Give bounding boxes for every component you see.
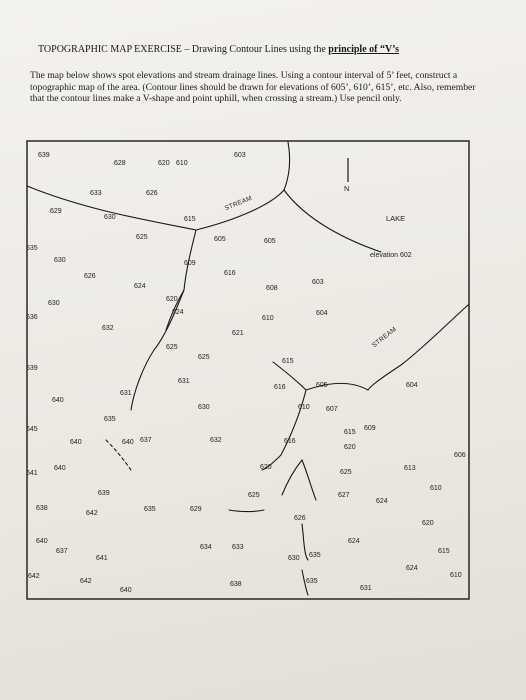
elev-label: 641 (26, 470, 38, 477)
elev-label: 636 (26, 314, 38, 321)
elev-label: 620 (422, 520, 434, 527)
elev-label: 625 (248, 492, 260, 499)
elev-label: 633 (90, 190, 102, 197)
elev-label: 621 (232, 330, 244, 337)
elev-label: 631 (360, 585, 372, 592)
elev-label: 624 (406, 565, 418, 572)
elev-label: 640 (36, 538, 48, 545)
map-drawing (26, 140, 470, 600)
elev-label: 610 (450, 572, 462, 579)
elev-label: 610 (262, 315, 274, 322)
map-border (27, 141, 469, 599)
stream-upper (27, 186, 381, 252)
elev-label: 640 (52, 397, 64, 404)
elev-label: 642 (28, 573, 40, 580)
elev-label: 616 (274, 384, 286, 391)
elev-label: 635 (144, 506, 156, 513)
elev-label: 633 (232, 544, 244, 551)
elev-label: 642 (86, 510, 98, 517)
elev-label: 639 (38, 152, 50, 159)
elev-label: 616 (284, 438, 296, 445)
elev-label: 624 (172, 309, 184, 316)
elev-label: 610 (430, 485, 442, 492)
elev-label: 629 (190, 506, 202, 513)
elev-label: 637 (140, 437, 152, 444)
title-prefix: TOPOGRAPHIC MAP EXERCISE – Drawing Contour Lines using the (38, 44, 329, 55)
elev-label: 610 (298, 404, 310, 411)
elev-label: 637 (56, 548, 68, 555)
elev-label: 640 (120, 587, 132, 594)
elev-label: 629 (50, 208, 62, 215)
elev-label: 631 (178, 378, 190, 385)
elev-label: 625 (198, 354, 210, 361)
elev-label: 638 (230, 581, 242, 588)
elev-label: 605 (316, 382, 328, 389)
elev-label: 625 (136, 234, 148, 241)
elev-label: 603 (312, 279, 324, 286)
elev-label: 635 (104, 416, 116, 423)
elev-label: 630 (104, 214, 116, 221)
topographic-map (26, 140, 470, 600)
stream-south (262, 390, 306, 470)
elev-label: 645 (26, 426, 38, 433)
stream-lines (27, 142, 468, 595)
elev-label: 638 (36, 505, 48, 512)
elev-label: 635 (26, 245, 38, 252)
stream-label-upper: STREAM (223, 194, 254, 213)
elev-label: 615 (282, 358, 294, 365)
elev-label: 624 (348, 538, 360, 545)
elev-label: 624 (376, 498, 388, 505)
elev-label: 615 (438, 548, 450, 555)
elev-label: 616 (224, 270, 236, 277)
elev-label: 635 (306, 578, 318, 585)
elev-label: 626 (84, 273, 96, 280)
elev-label: 605 (264, 238, 276, 245)
elev-label: 640 (54, 465, 66, 472)
elev-label: 632 (210, 437, 222, 444)
stream-bottom (302, 524, 308, 560)
elev-label: 624 (134, 283, 146, 290)
elev-label: 620 (158, 160, 170, 167)
elev-label: 625 (166, 344, 178, 351)
elev-label: 634 (200, 544, 212, 551)
lake-elevation-label: elevation 602 (370, 252, 412, 259)
north-label: N (344, 184, 350, 193)
elev-label: 630 (48, 300, 60, 307)
elev-label: 613 (404, 465, 416, 472)
elev-label: 609 (184, 260, 196, 267)
elev-label: 639 (98, 490, 110, 497)
elev-label: 603 (234, 152, 246, 159)
elev-label: 627 (338, 492, 350, 499)
elev-label: 630 (288, 555, 300, 562)
elev-label: 639 (26, 365, 38, 372)
stream-label-right: STREAM (370, 325, 398, 350)
stream-right (368, 305, 468, 390)
elev-label: 608 (266, 285, 278, 292)
instructions-paragraph: The map below shows spot elevations and stream drainage lines. Using a contour interval of 5’ feet, construct a topographic map of the area. (Contour lines should be drawn for elevations of 605’, 610’, 615’, etc. Also, remember that the contour lines make a V-shape and point uphill, when crossing a stream.) Use pencil only. (30, 70, 476, 105)
elev-label: 615 (184, 216, 196, 223)
elev-label: 640 (70, 439, 82, 446)
stream-top-branch (284, 142, 290, 190)
stream-south-short (229, 510, 264, 512)
elev-label: 635 (309, 552, 321, 559)
stream-south-v (282, 460, 316, 500)
elev-label: 631 (120, 390, 132, 397)
elev-label: 605 (214, 236, 226, 243)
elev-label: 620 (166, 296, 178, 303)
elev-label: 604 (406, 382, 418, 389)
elev-label: 625 (340, 469, 352, 476)
elev-label: 630 (198, 404, 210, 411)
elev-label: 620 (344, 444, 356, 451)
elev-label: 607 (326, 406, 338, 413)
elev-label: 620 (260, 464, 272, 471)
elev-label: 640 (122, 439, 134, 446)
elev-label: 606 (454, 452, 466, 459)
elev-label: 609 (364, 425, 376, 432)
elev-label: 615 (344, 429, 356, 436)
elev-label: 630 (54, 257, 66, 264)
title-principle: principle of “V’s (328, 44, 400, 55)
elev-label: 626 (146, 190, 158, 197)
elev-label: 641 (96, 555, 108, 562)
elev-label: 610 (176, 160, 188, 167)
elev-label: 632 (102, 325, 114, 332)
elev-label: 642 (80, 578, 92, 585)
elev-label: 628 (114, 160, 126, 167)
elev-label: 604 (316, 310, 328, 317)
lake-label: LAKE (386, 214, 406, 223)
elev-label: 626 (294, 515, 306, 522)
exercise-title (38, 44, 498, 55)
